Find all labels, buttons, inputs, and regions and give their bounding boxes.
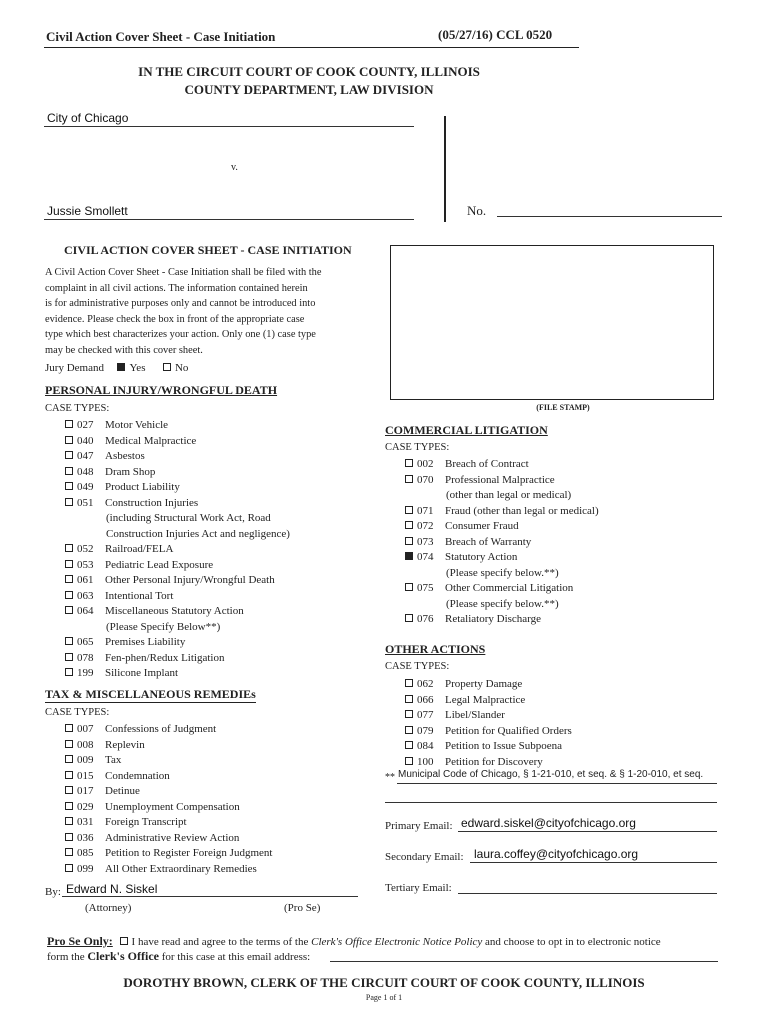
case-type-code: 075 (417, 582, 434, 594)
jury-demand-label: Jury Demand (45, 362, 104, 374)
case-type-code: 084 (417, 740, 434, 752)
case-type-row[interactable] (405, 550, 517, 565)
case-type-checkbox[interactable] (405, 679, 413, 687)
case-type-label: Confessions of Judgment (105, 723, 217, 735)
case-type-row[interactable] (65, 784, 140, 799)
by-label: By: (45, 886, 61, 898)
case-type-checkbox[interactable] (405, 552, 413, 560)
case-type-code: 002 (417, 458, 434, 470)
primary-email-line (458, 831, 717, 832)
case-type-label: Construction Injuries (105, 496, 199, 509)
case-type-row[interactable] (65, 753, 121, 768)
prose-line-1 (47, 934, 661, 949)
specify-line-2 (385, 802, 717, 803)
specify-value[interactable]: Municipal Code of Chicago, § 1-21-010, et seq. & § 1-20-010, et seq. (398, 769, 704, 780)
case-type-label: Asbestos (105, 450, 145, 462)
case-type-checkbox[interactable] (405, 459, 413, 467)
case-type-checkbox[interactable] (405, 695, 413, 703)
case-type-label: Petition to Register Foreign Judgment (105, 847, 273, 859)
case-type-row (405, 488, 571, 503)
case-type-label: Foreign Transcript (105, 816, 187, 828)
caption-divider (444, 116, 446, 222)
case-type-checkbox[interactable] (65, 606, 73, 614)
case-type-checkbox[interactable] (65, 755, 73, 763)
case-type-code: 015 (77, 769, 94, 782)
tax-misc-heading: TAX & MISCELLANEOUS REMEDIEs (45, 687, 256, 701)
case-number-field[interactable] (497, 216, 722, 217)
case-type-code: 007 (77, 723, 94, 735)
case-type-label: Condemnation (105, 769, 170, 782)
case-type-label: Administrative Review Action (105, 831, 240, 844)
personal-injury-heading: PERSONAL INJURY/WRONGFUL DEATH (45, 383, 278, 397)
case-type-row[interactable] (65, 604, 244, 619)
case-type-checkbox[interactable] (65, 591, 73, 599)
case-type-checkbox[interactable] (405, 537, 413, 545)
case-type-row[interactable] (405, 677, 522, 692)
case-type-row[interactable] (405, 519, 519, 534)
case-type-label: Miscellaneous Statutory Action (105, 605, 244, 617)
case-type-label: (Please Specify Below**) (106, 620, 221, 633)
file-stamp-box (390, 245, 714, 400)
secondary-email-field[interactable]: laura.coffey@cityofchicago.org (474, 847, 639, 861)
case-type-row[interactable] (65, 800, 240, 815)
case-type-code: 053 (77, 558, 94, 571)
instructions-line: A Civil Action Cover Sheet - Case Initiation shall be filed with the (45, 267, 322, 278)
case-type-row (65, 527, 290, 542)
case-type-code: 070 (417, 473, 434, 486)
case-type-row[interactable] (405, 693, 525, 708)
case-type-label: Premises Liability (105, 636, 186, 648)
case-type-code: 047 (77, 450, 94, 462)
case-type-row[interactable] (65, 666, 178, 681)
prose-optin-checkbox[interactable] (120, 937, 128, 945)
case-type-label: Construction Injuries Act and negligence) (106, 527, 290, 540)
case-type-label: (other than legal or medical) (446, 489, 572, 501)
case-type-checkbox[interactable] (405, 726, 413, 734)
case-type-checkbox[interactable] (65, 668, 73, 676)
instructions-line: complaint in all civil actions. The information contained herein (45, 282, 308, 294)
case-type-row[interactable] (65, 815, 187, 830)
case-type-row[interactable] (65, 635, 185, 650)
case-type-label: Pediatric Lead Exposure (105, 558, 214, 571)
case-type-label: Unemployment Compensation (105, 800, 240, 813)
case-type-row[interactable] (65, 769, 170, 784)
case-type-checkbox[interactable] (65, 864, 73, 872)
case-type-code: 051 (77, 496, 94, 509)
court-title-line1: IN THE CIRCUIT COURT OF COOK COUNTY, ILLINOIS (138, 64, 480, 79)
case-type-checkbox[interactable] (65, 786, 73, 794)
case-type-code: 085 (77, 847, 94, 859)
clerks-office-label: Clerk's Office (87, 949, 159, 963)
case-type-label: All Other Extraordinary Remedies (105, 862, 257, 875)
case-type-checkbox[interactable] (65, 771, 73, 779)
file-stamp-label: (FILE STAMP) (536, 403, 590, 412)
case-type-row[interactable] (65, 862, 257, 877)
jury-no-label: No (174, 362, 189, 374)
case-type-checkbox[interactable] (405, 614, 413, 622)
case-type-row[interactable] (405, 535, 531, 550)
prose-only-label: Pro Se Only: (47, 934, 113, 948)
case-type-row[interactable] (405, 473, 555, 488)
case-type-label: Other Personal Injury/Wrongful Death (105, 574, 275, 586)
tertiary-email-label: Tertiary Email: (385, 882, 452, 894)
case-type-label: Petition for Qualified Orders (445, 724, 572, 737)
case-type-label: Breach of Contract (445, 458, 529, 470)
case-type-row[interactable] (65, 573, 275, 588)
case-type-label: Medical Malpractice (105, 434, 197, 447)
instructions-line: evidence. Please check the box in front of the appropriate case (45, 313, 305, 325)
case-type-code: 099 (77, 862, 94, 875)
case-type-checkbox[interactable] (405, 757, 413, 765)
case-type-checkbox[interactable] (65, 420, 73, 428)
case-type-checkbox[interactable] (65, 560, 73, 568)
form-code: (05/27/16) CCL 0520 (438, 27, 553, 42)
page-number: Page 1 of 1 (365, 993, 403, 1002)
attorney-label: (Attorney) (85, 902, 132, 914)
case-type-code: 199 (77, 667, 94, 679)
case-type-row[interactable] (65, 465, 155, 480)
primary-email-field[interactable]: edward.siskel@cityofchicago.org (461, 816, 636, 830)
case-type-checkbox[interactable] (405, 475, 413, 483)
jury-yes-checkbox[interactable] (117, 363, 125, 371)
instructions-line: type which best characterizes your action. Only one (1) case type (45, 329, 316, 341)
case-type-code: 074 (417, 551, 434, 563)
court-title-line2: COUNTY DEPARTMENT, LAW DIVISION (184, 82, 434, 97)
case-type-row[interactable] (65, 542, 173, 557)
case-type-row[interactable] (65, 846, 272, 861)
case-number-label: No. (467, 203, 487, 218)
case-type-label: Fraud (other than legal or medical) (445, 504, 599, 517)
instructions-text (45, 265, 375, 359)
case-type-label: (Please specify below.**) (446, 566, 559, 579)
defendant-line (44, 219, 414, 220)
primary-email-label: Primary Email: (385, 820, 453, 832)
commercial-heading: COMMERCIAL LITIGATION (385, 423, 548, 437)
clerk-footer: DOROTHY BROWN, CLERK OF THE CIRCUIT COURT OF COOK COUNTY, ILLINOIS (123, 975, 645, 990)
case-type-label: Railroad/FELA (105, 543, 174, 555)
case-type-row[interactable] (65, 449, 145, 464)
case-type-label: Libel/Slander (445, 709, 505, 721)
case-type-label: Dram Shop (105, 465, 156, 478)
case-type-code: 073 (417, 535, 434, 548)
case-type-label: Legal Malpractice (445, 693, 526, 706)
case-type-label: Fen-phen/Redux Litigation (105, 651, 225, 664)
jury-no-checkbox[interactable] (163, 363, 171, 371)
specify-marker: ** (385, 772, 395, 783)
case-type-label: Motor Vehicle (105, 419, 169, 431)
case-type-row[interactable] (65, 558, 213, 573)
case-type-row[interactable] (65, 496, 198, 511)
case-type-code: 029 (77, 800, 94, 813)
case-type-checkbox[interactable] (65, 575, 73, 583)
case-type-row[interactable] (65, 738, 145, 753)
case-type-code: 078 (77, 651, 94, 664)
jury-yes-label: Yes (129, 362, 146, 374)
case-type-code: 061 (77, 574, 94, 586)
instructions-line: is for administrative purposes only and cannot be introduced into (45, 298, 316, 310)
case-type-checkbox[interactable] (65, 637, 73, 645)
case-type-label: Retaliatory Discharge (445, 613, 542, 625)
plaintiff-line (44, 126, 414, 127)
case-type-row[interactable] (65, 651, 224, 666)
instructions-heading: CIVIL ACTION COVER SHEET - CASE INITIATION (64, 243, 352, 257)
prose-line2-pre: form the (47, 951, 85, 963)
secondary-email-line (470, 862, 717, 863)
case-types-label: CASE TYPES: (45, 403, 110, 414)
case-type-checkbox[interactable] (405, 710, 413, 718)
case-type-label: Petition to Issue Subpoena (445, 740, 563, 752)
other-actions-heading: OTHER ACTIONS (385, 642, 486, 656)
case-type-checkbox[interactable] (405, 583, 413, 591)
case-type-row[interactable] (405, 724, 572, 739)
case-type-label: Intentional Tort (105, 589, 174, 602)
case-type-checkbox[interactable] (65, 482, 73, 490)
header-rule (44, 47, 579, 48)
case-type-code: 040 (77, 434, 94, 447)
case-type-checkbox[interactable] (65, 653, 73, 661)
case-type-checkbox[interactable] (65, 467, 73, 475)
form-title: Civil Action Cover Sheet - Case Initiation (46, 29, 276, 44)
prose-text-1: I have read and agree to the terms of the (131, 936, 309, 948)
case-type-row[interactable] (405, 755, 543, 770)
case-type-checkbox[interactable] (65, 740, 73, 748)
case-types-label: CASE TYPES: (385, 661, 450, 672)
case-type-label: Consumer Fraud (445, 520, 519, 532)
prose-label: (Pro Se) (284, 902, 321, 914)
secondary-email-label: Secondary Email: (385, 851, 464, 863)
case-type-checkbox[interactable] (65, 544, 73, 552)
case-type-code: 048 (77, 465, 94, 478)
case-type-checkbox[interactable] (65, 724, 73, 732)
case-type-row[interactable] (65, 434, 196, 449)
clerk-policy-name: Clerk's Office Electronic Notice Policy (311, 936, 483, 948)
case-type-row[interactable] (405, 739, 562, 754)
case-type-row[interactable] (405, 708, 505, 723)
case-type-code: 071 (417, 504, 434, 517)
signature-line (62, 896, 358, 897)
prose-line2-post: for this case at this email address: (161, 951, 311, 963)
case-type-row (65, 511, 271, 526)
instructions-line: may be checked with this cover sheet. (45, 344, 203, 356)
case-type-code: 077 (417, 709, 434, 721)
case-type-checkbox[interactable] (65, 848, 73, 856)
case-type-code: 036 (77, 831, 94, 844)
case-type-label: Statutory Action (445, 551, 518, 563)
prose-email-field[interactable] (330, 961, 718, 962)
case-type-row[interactable] (65, 418, 168, 433)
case-type-checkbox[interactable] (65, 802, 73, 810)
case-type-label: Product Liability (105, 481, 180, 493)
case-type-label: Silicone Implant (105, 667, 179, 679)
case-type-label: Replevin (105, 738, 145, 751)
case-type-code: 064 (77, 605, 94, 617)
case-type-code: 049 (77, 481, 94, 493)
case-type-row[interactable] (65, 722, 216, 737)
case-type-row[interactable] (65, 480, 180, 495)
case-type-code: 031 (77, 816, 94, 828)
case-type-label: Detinue (105, 785, 140, 797)
case-type-row (405, 566, 559, 581)
case-type-row (65, 620, 220, 635)
case-type-code: 063 (77, 589, 94, 602)
prose-text-2: and choose to opt in to electronic notice (485, 936, 661, 948)
specify-line (397, 783, 717, 784)
case-type-row[interactable] (65, 831, 239, 846)
case-type-row[interactable] (405, 457, 529, 472)
case-type-checkbox[interactable] (65, 436, 73, 444)
case-types-label: CASE TYPES: (45, 707, 110, 718)
case-type-code: 027 (77, 419, 94, 431)
jury-demand (45, 361, 188, 376)
case-type-checkbox[interactable] (65, 833, 73, 841)
case-type-row[interactable] (405, 612, 541, 627)
case-type-row[interactable] (405, 504, 599, 519)
versus-label: v. (231, 162, 238, 173)
case-type-checkbox[interactable] (65, 451, 73, 459)
case-type-checkbox[interactable] (405, 741, 413, 749)
case-type-code: 062 (417, 678, 434, 690)
case-type-label: Tax (105, 754, 122, 766)
case-type-code: 079 (417, 724, 434, 737)
case-type-label: Petition for Discovery (445, 755, 543, 768)
case-type-code: 072 (417, 520, 434, 532)
case-type-checkbox[interactable] (405, 521, 413, 529)
case-type-label: Property Damage (445, 678, 523, 690)
case-type-checkbox[interactable] (405, 506, 413, 514)
case-type-row (405, 597, 559, 612)
attorney-name-field[interactable]: Edward N. Siskel (66, 882, 158, 896)
case-type-label: Breach of Warranty (445, 535, 532, 548)
case-types-label: CASE TYPES: (385, 442, 450, 453)
prose-line-2 (47, 949, 310, 964)
case-type-code: 066 (417, 693, 434, 706)
defendant-name[interactable]: Jussie Smollett (47, 204, 128, 218)
case-type-row[interactable] (405, 581, 573, 596)
case-type-label: Other Commercial Litigation (445, 582, 574, 594)
case-type-checkbox[interactable] (65, 498, 73, 506)
case-type-code: 009 (77, 754, 94, 766)
case-type-label: Professional Malpractice (445, 473, 555, 486)
plaintiff-name[interactable]: City of Chicago (47, 111, 129, 125)
case-type-code: 052 (77, 543, 94, 555)
case-type-code: 100 (417, 755, 434, 768)
tertiary-email-line (458, 893, 717, 894)
case-type-row[interactable] (65, 589, 173, 604)
case-type-code: 065 (77, 636, 94, 648)
case-type-code: 076 (417, 613, 434, 625)
case-type-checkbox[interactable] (65, 817, 73, 825)
case-type-code: 017 (77, 785, 94, 797)
case-type-label: (including Structural Work Act, Road (106, 512, 271, 524)
case-type-code: 008 (77, 738, 94, 751)
case-type-label: (Please specify below.**) (446, 597, 559, 610)
